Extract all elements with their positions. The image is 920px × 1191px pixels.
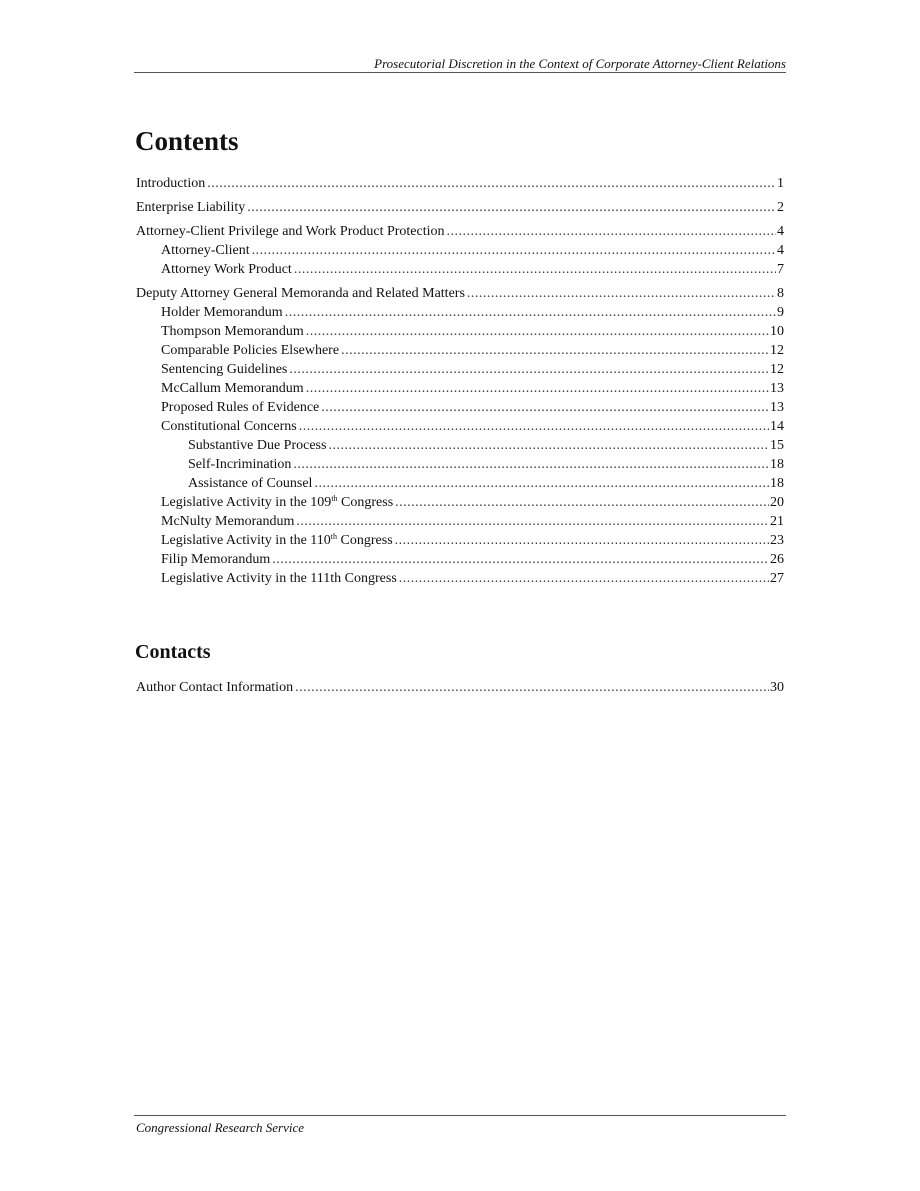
toc-entry-label: Self-Incrimination bbox=[188, 457, 292, 472]
dot-leader bbox=[285, 303, 776, 322]
running-header: Prosecutorial Discretion in the Context of Corporate Attorney-Client Relations bbox=[374, 56, 786, 71]
toc-entry-label: Enterprise Liability bbox=[136, 200, 246, 215]
toc-entry-label: Legislative Activity in the 111th Congress bbox=[161, 571, 397, 586]
toc-entry[interactable] bbox=[136, 678, 784, 697]
toc-entry-page: 13 bbox=[770, 400, 784, 415]
toc-entry-label: Author Contact Information bbox=[136, 680, 294, 695]
toc-entry-page: 18 bbox=[770, 476, 784, 491]
toc-entry-label: Attorney-Client Privilege and Work Product Protection bbox=[136, 224, 445, 239]
toc-entry-label: Filip Memorandum bbox=[161, 552, 271, 567]
dot-leader bbox=[207, 174, 776, 193]
toc-entry-page: 23 bbox=[770, 533, 784, 548]
toc-entry[interactable] bbox=[136, 284, 784, 303]
toc-entry[interactable] bbox=[136, 417, 784, 436]
ordinal-suffix: th bbox=[330, 532, 338, 541]
toc-entry[interactable] bbox=[136, 341, 784, 360]
table-of-contents bbox=[136, 174, 784, 588]
toc-entry-page: 26 bbox=[770, 552, 784, 567]
toc-entry[interactable] bbox=[136, 360, 784, 379]
toc-entry[interactable] bbox=[136, 322, 784, 341]
toc-entry-page: 8 bbox=[777, 286, 784, 301]
toc-entry[interactable] bbox=[136, 455, 784, 474]
header-rule bbox=[134, 72, 786, 73]
toc-entry[interactable] bbox=[136, 436, 784, 455]
dot-leader bbox=[395, 493, 769, 512]
dot-leader bbox=[289, 360, 769, 379]
toc-entry-label: McNulty Memorandum bbox=[161, 514, 295, 529]
toc-entry-page: 2 bbox=[777, 200, 784, 215]
label-text: Congress bbox=[337, 495, 394, 510]
toc-entry-page: 27 bbox=[770, 571, 784, 586]
toc-entry-page: 20 bbox=[770, 495, 784, 510]
toc-entry-label: Deputy Attorney General Memoranda and Related Matters bbox=[136, 286, 465, 301]
dot-leader bbox=[341, 341, 769, 360]
toc-entry[interactable] bbox=[136, 569, 784, 588]
label-text: Congress bbox=[337, 533, 393, 548]
toc-entry-page: 30 bbox=[770, 680, 784, 695]
toc-entry-label: Substantive Due Process bbox=[188, 438, 327, 453]
dot-leader bbox=[306, 322, 769, 341]
toc-entry[interactable] bbox=[136, 474, 784, 493]
toc-entry-page: 13 bbox=[770, 381, 784, 396]
toc-entry[interactable] bbox=[136, 303, 784, 322]
dot-leader bbox=[295, 678, 769, 697]
dot-leader bbox=[306, 379, 769, 398]
toc-entry-label bbox=[161, 493, 393, 512]
contacts-heading: Contacts bbox=[135, 641, 211, 663]
toc-entry[interactable] bbox=[136, 241, 784, 260]
dot-leader bbox=[328, 436, 769, 455]
dot-leader bbox=[247, 198, 776, 217]
toc-entry[interactable] bbox=[136, 512, 784, 531]
toc-entry-page: 1 bbox=[777, 176, 784, 191]
toc-entry-page: 15 bbox=[770, 438, 784, 453]
footer-rule bbox=[134, 1115, 786, 1116]
dot-leader bbox=[294, 260, 776, 279]
toc-entry-page: 14 bbox=[770, 419, 784, 434]
toc-entry-label: Constitutional Concerns bbox=[161, 419, 297, 434]
contacts-list bbox=[136, 678, 784, 697]
dot-leader bbox=[252, 241, 776, 260]
label-text: Legislative Activity in the 109 bbox=[161, 495, 332, 510]
dot-leader bbox=[296, 512, 769, 531]
dot-leader bbox=[321, 398, 769, 417]
toc-entry-label: Attorney Work Product bbox=[161, 262, 292, 277]
toc-entry[interactable] bbox=[136, 198, 784, 217]
running-footer: Congressional Research Service bbox=[136, 1120, 304, 1135]
toc-entry[interactable] bbox=[136, 174, 784, 193]
dot-leader bbox=[395, 531, 769, 550]
label-text: Legislative Activity in the 110 bbox=[161, 533, 331, 548]
toc-entry[interactable] bbox=[136, 260, 784, 279]
dot-leader bbox=[299, 417, 769, 436]
toc-entry[interactable] bbox=[136, 379, 784, 398]
toc-entry-label: Sentencing Guidelines bbox=[161, 362, 288, 377]
dot-leader bbox=[447, 222, 776, 241]
dot-leader bbox=[272, 550, 769, 569]
toc-entry-label: Proposed Rules of Evidence bbox=[161, 400, 320, 415]
toc-entry-label: Assistance of Counsel bbox=[188, 476, 313, 491]
toc-entry-label: Introduction bbox=[136, 176, 206, 191]
toc-entry[interactable] bbox=[136, 398, 784, 417]
toc-entry-page: 18 bbox=[770, 457, 784, 472]
toc-entry-label: Attorney-Client bbox=[161, 243, 250, 258]
toc-entry-label: McCallum Memorandum bbox=[161, 381, 304, 396]
toc-entry-page: 12 bbox=[770, 343, 784, 358]
dot-leader bbox=[399, 569, 769, 588]
toc-entry-label bbox=[161, 531, 393, 550]
dot-leader bbox=[314, 474, 769, 493]
toc-entry[interactable] bbox=[136, 222, 784, 241]
toc-entry-page: 7 bbox=[777, 262, 784, 277]
toc-entry-label: Thompson Memorandum bbox=[161, 324, 304, 339]
toc-entry-page: 12 bbox=[770, 362, 784, 377]
ordinal-suffix: th bbox=[331, 494, 338, 503]
toc-entry[interactable] bbox=[136, 493, 784, 512]
dot-leader bbox=[293, 455, 769, 474]
contents-heading: Contents bbox=[135, 126, 239, 156]
toc-entry-page: 9 bbox=[777, 305, 784, 320]
toc-entry[interactable] bbox=[136, 550, 784, 569]
toc-entry-label: Comparable Policies Elsewhere bbox=[161, 343, 340, 358]
toc-entry-page: 10 bbox=[770, 324, 784, 339]
toc-entry[interactable] bbox=[136, 531, 784, 550]
toc-entry-page: 4 bbox=[777, 243, 784, 258]
dot-leader bbox=[467, 284, 776, 303]
toc-entry-page: 4 bbox=[777, 224, 784, 239]
toc-entry-page: 21 bbox=[770, 514, 784, 529]
toc-entry-label: Holder Memorandum bbox=[161, 305, 283, 320]
